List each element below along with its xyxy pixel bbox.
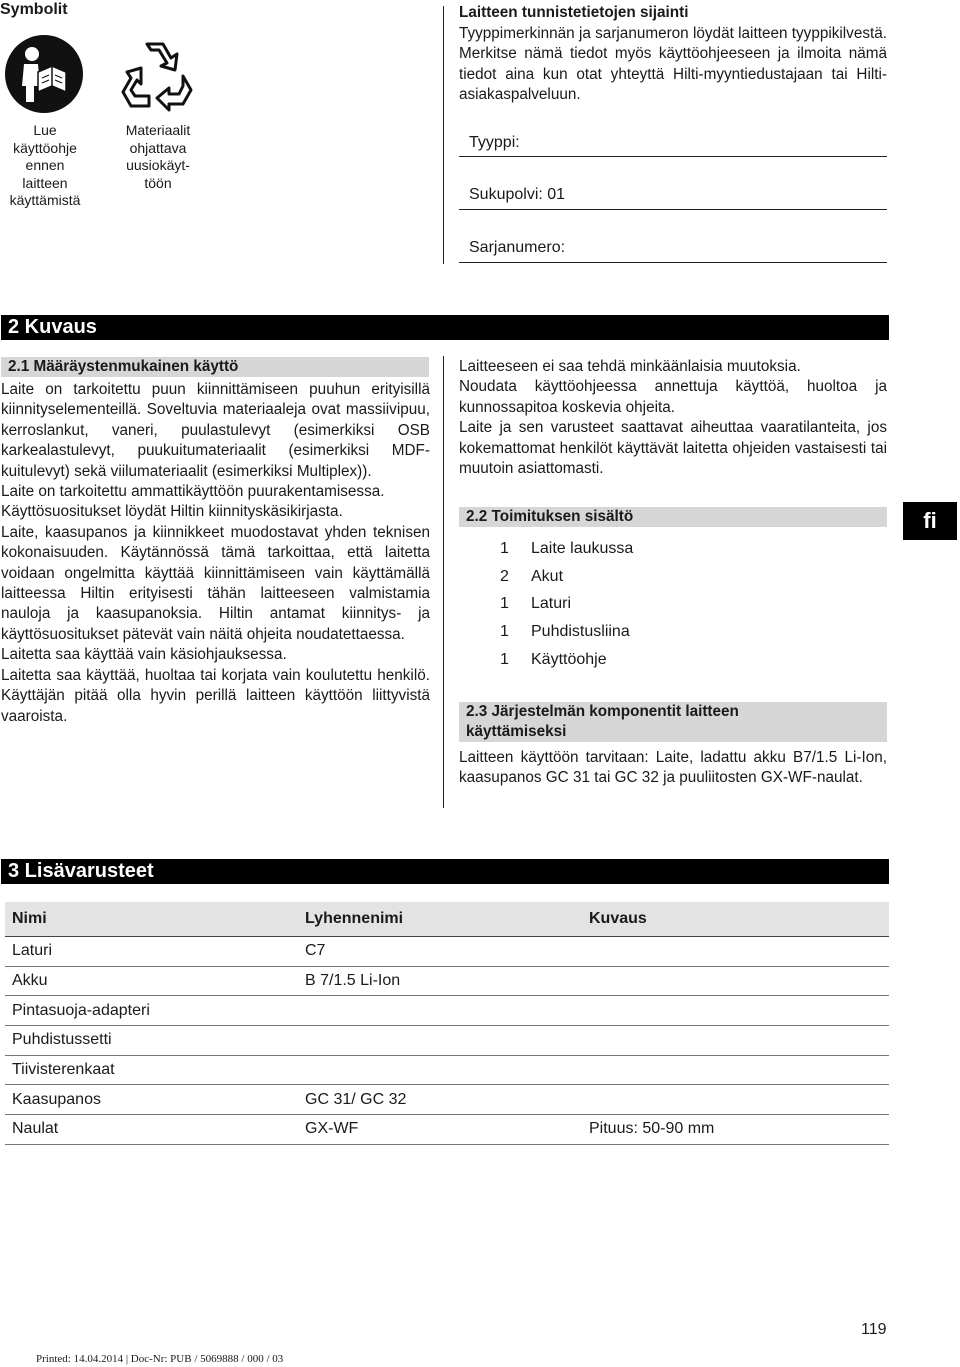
recycle-label: Materiaalit ohjattava uusiokäyt- töön — [125, 122, 191, 191]
table-row — [5, 1085, 889, 1115]
print-footer: Printed: 14.04.2014 | Doc-Nr: PUB / 5069888 / 000 / 03 — [36, 1353, 284, 1365]
read-manual-label: Lue käyttöohje ennen laitteen käyttämistä — [9, 122, 81, 209]
subsection-2-1-body — [1, 380, 430, 727]
paragraph: Laitetta saa käyttää, huoltaa tai korjata vain koulutettu henkilö. Käyttäjän pitää olla hyvin perillä laitteen käyttöön liittyvistä vaaroista. — [1, 666, 430, 725]
serial-number-field: Sarjanumero: — [469, 239, 566, 256]
paragraph: Laite on tarkoitettu puun kiinnittämiseen puuhun erityisillä kiinnityselementeillä. Soveltuvia materiaaleja ovat massiivipuu, kerroslankut, vaneri, puulastulevyt (esimerkiksi OSB karkealastulevyt, puukuitumateriaalit (esimerkiksi MDF-kuitulevyt) sekä viilumateriaalit (esimerkiksi Multiplex)). — [1, 381, 430, 480]
table-cell: Pintasuoja-adapteri — [12, 1001, 150, 1019]
table-cell: Naulat — [12, 1120, 59, 1138]
subsection-2-2-title: 2.2 Toimituksen sisältö — [459, 507, 887, 527]
generation-field-line — [459, 209, 887, 210]
table-cell: Tiivisterenkaat — [12, 1061, 115, 1079]
table-cell: Pituus: 50-90 mm — [589, 1120, 715, 1138]
paragraph: Noudata käyttöohjeessa annettuja käyttöä, huoltoa ja kunnossapitoa koskevia ohjeita. — [459, 378, 887, 416]
language-tab: fi — [903, 502, 957, 540]
list-item: 1 Laturi — [500, 595, 572, 612]
subsection-2-3-body: Laitteen käyttöön tarvitaan: Laite, ladattu akku B7/1.5 Li-Ion, kaasupanos GC 31 tai GC 32 ja puuliitosten GX-WF-naulat. — [459, 749, 887, 787]
type-field-line — [459, 156, 887, 157]
paragraph: Laitetta saa käyttää vain käsiohjauksessa. — [1, 646, 287, 664]
table-row — [5, 937, 889, 967]
table-cell: Akku — [12, 972, 48, 990]
identification-heading: Laitteen tunnistetietojen sijainti — [459, 4, 689, 21]
column-header: Kuvaus — [589, 910, 647, 927]
paragraph: Laite on tarkoitettu ammattikäyttöön puurakentamisessa. — [1, 483, 385, 501]
recycle-icon — [117, 34, 197, 114]
table-cell: GC 31/ GC 32 — [305, 1090, 407, 1108]
paragraph: Käyttösuositukset löydät Hiltin kiinnityskäsikirjasta. — [1, 503, 343, 521]
column-divider-2 — [443, 356, 444, 808]
table-cell: B 7/1.5 Li-Ion — [305, 972, 401, 990]
serial-number-field-line — [459, 262, 887, 263]
list-item: 1 Käyttöohje — [500, 651, 607, 668]
list-item: 1 Laite laukussa — [500, 540, 634, 557]
generation-field: Sukupolvi: 01 — [469, 186, 566, 203]
table-cell: C7 — [305, 942, 326, 960]
read-manual-icon — [4, 34, 84, 114]
usage-notes — [459, 357, 887, 479]
identification-body: Tyyppimerkinnän ja sarjanumeron löydät laitteen tyyppikilvestä. Merkitse nämä tiedot myös käyttöohjeeseen ja ilmoita nämä tiedot aina kun otat yhteyttä Hilti-myyntiedustajaan tai Hilti-asiakaspalveluun. — [459, 25, 887, 104]
subsection-2-3-title: 2.3 Järjestelmän komponentit laitteen käyttämiseksi — [459, 702, 887, 742]
table-cell: Puhdistussetti — [12, 1031, 112, 1049]
paragraph: Laite ja sen varusteet saattavat aiheuttaa vaaratilanteita, jos kokemattomat henkilöt käyttävät laitetta ohjeiden vastaisesti tai muutoin asiattomasti. — [459, 419, 887, 478]
column-header: Lyhennenimi — [305, 910, 404, 927]
table-row — [5, 1026, 889, 1056]
accessories-table — [5, 902, 889, 1145]
list-item: 2 Akut — [500, 568, 564, 585]
table-row — [5, 1056, 889, 1086]
column-header: Nimi — [12, 910, 47, 927]
table-row — [5, 967, 889, 997]
subsection-2-1-title: 2.1 Määräystenmukainen käyttö — [1, 357, 429, 377]
paragraph: Laite, kaasupanos ja kiinnikkeet muodostavat yhden teknisen kokonaisuuden. Käytännössä tämä tarkoittaa, että laitetta voidaan ongelmitta käyttää kiinnittämiseen vain käyttämällä laitteessa Hiltin erityisesti tähän laitteeseen valmistamia nauloja ja kaasupanoksia. Hiltin antamat kiinnitys- ja käyttösuositukset pätevät vain näitä ohjeita noudatettaessa. — [1, 523, 430, 643]
section-3-title: 3 Lisävarusteet — [1, 859, 889, 884]
column-divider — [443, 6, 444, 264]
table-row — [5, 1115, 889, 1145]
table-row — [5, 996, 889, 1026]
paragraph: Laitteeseen ei saa tehdä minkäänlaisia muutoksia. — [459, 358, 801, 375]
page-number: 119 — [861, 1321, 887, 1338]
type-field: Tyyppi: — [469, 134, 520, 151]
table-cell: GX-WF — [305, 1120, 359, 1138]
table-cell: Kaasupanos — [12, 1090, 101, 1108]
symbols-title: Symbolit — [0, 1, 68, 18]
list-item: 1 Puhdistusliina — [500, 623, 630, 640]
table-cell: Laturi — [12, 942, 53, 960]
section-2-title: 2 Kuvaus — [1, 315, 889, 340]
table-header-row — [5, 902, 889, 937]
